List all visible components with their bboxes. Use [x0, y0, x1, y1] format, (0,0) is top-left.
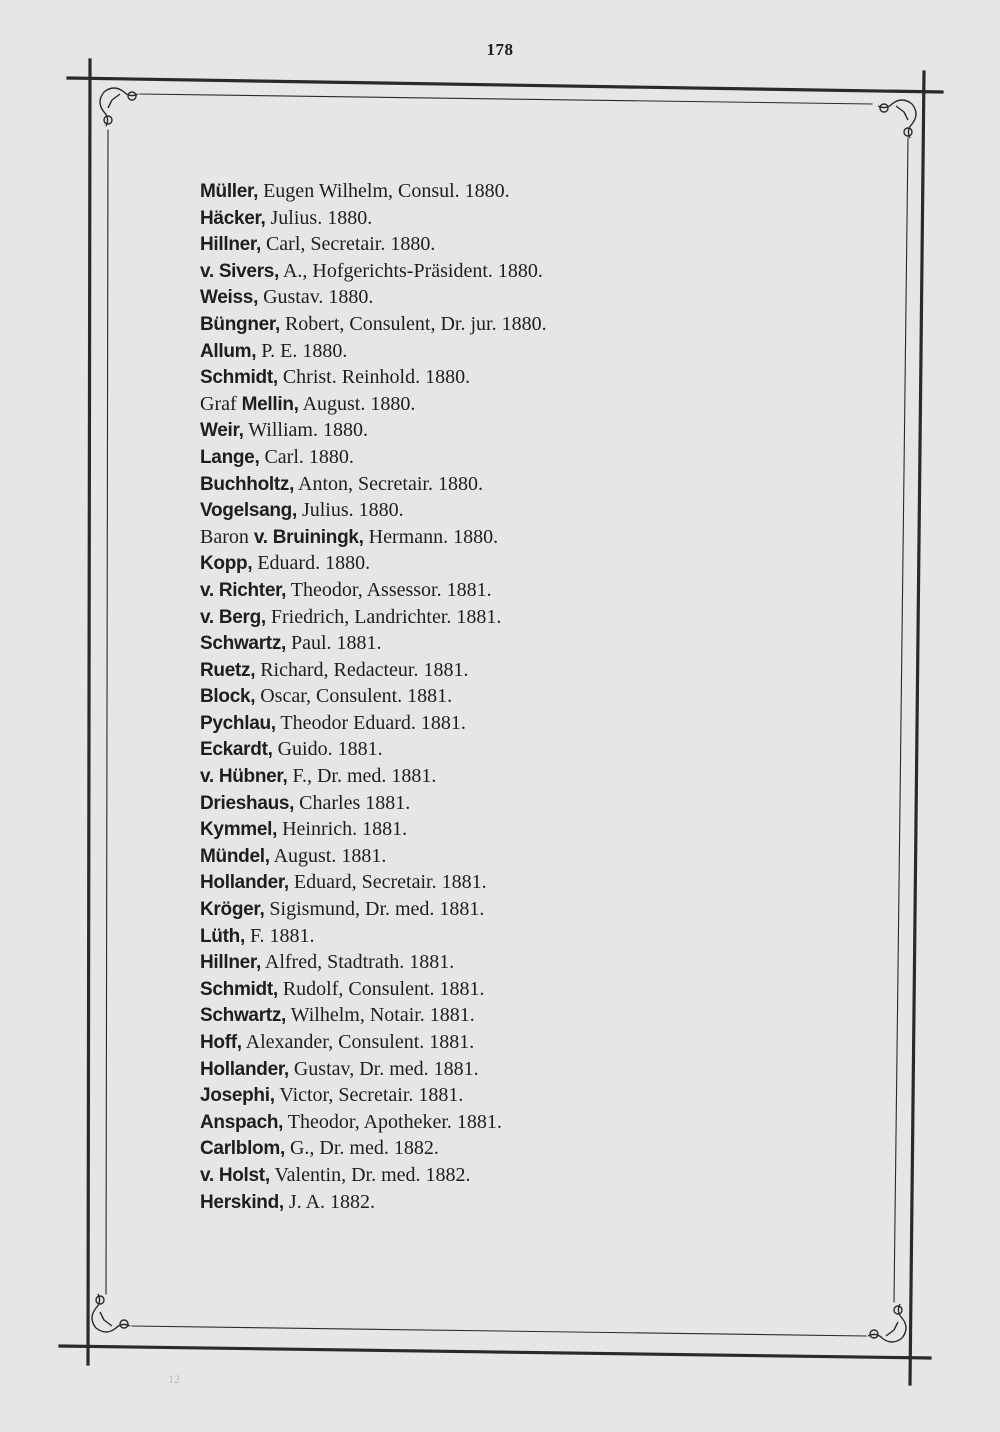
list-item [200, 364, 840, 391]
entry-surname: Mündel, [200, 845, 270, 867]
entry-details: August. 1881. [273, 844, 387, 867]
entry-surname: Carlblom, [200, 1138, 285, 1160]
entry-details: A., Hofgerichts-Präsident. 1880. [282, 259, 543, 282]
corner-ornament-bottom-right [868, 1304, 906, 1342]
entry-details: Wilhelm, Notair. 1881. [290, 1004, 475, 1027]
corner-ornament-bottom-left [92, 1294, 130, 1332]
entry-details: G., Dr. med. 1882. [289, 1137, 439, 1160]
entry-details: Theodor, Assessor. 1881. [290, 578, 492, 601]
entry-surname: Weiss, [200, 287, 259, 309]
entry-title-prefix: Graf [200, 392, 242, 415]
page-number: 178 [486, 40, 514, 59]
list-item [200, 205, 840, 232]
list-item [200, 497, 840, 524]
entry-details: Charles 1881. [299, 791, 411, 814]
entry-surname: Eckardt, [200, 739, 273, 761]
entry-surname: v. Richter, [200, 579, 287, 601]
entry-details: Guido. 1881. [277, 738, 383, 761]
corner-ornament-top-right [878, 100, 916, 138]
list-item [200, 736, 840, 763]
list-item [200, 976, 840, 1003]
list-item [200, 1109, 840, 1136]
list-item [200, 524, 840, 551]
corner-ornament-top-left [100, 88, 138, 126]
entry-surname: Schmidt, [200, 367, 278, 389]
entry-details: Eduard, Secretair. 1881. [293, 871, 487, 894]
entry-surname: Hillner, [200, 234, 261, 256]
list-item [200, 231, 840, 258]
list-item [200, 790, 840, 817]
list-item [200, 471, 840, 498]
entry-surname: Ruetz, [200, 659, 256, 681]
list-item [200, 683, 840, 710]
entry-surname: Schwartz, [200, 633, 286, 655]
list-item [200, 763, 840, 790]
entry-details: Alexander, Consulent. 1881. [245, 1031, 475, 1053]
entry-surname: Lange, [200, 446, 260, 468]
entry-surname: Lüth, [200, 925, 245, 947]
list-item [200, 923, 840, 950]
list-item [200, 949, 840, 976]
entry-surname: Drieshaus, [200, 792, 295, 814]
entry-details: Eduard. 1880. [257, 552, 371, 575]
entry-surname: Hollander, [200, 872, 289, 894]
list-item [200, 896, 840, 923]
entry-surname: v. Hübner, [200, 766, 288, 788]
entry-surname: Block, [200, 686, 256, 708]
entry-details: Friedrich, Landrichter. 1881. [270, 605, 502, 628]
list-item [200, 843, 840, 870]
entry-surname: Kopp, [200, 553, 253, 575]
entry-surname: Pychlau, [200, 712, 276, 734]
list-item [200, 417, 840, 444]
entry-details: Theodor Eduard. 1881. [280, 711, 466, 734]
entry-surname: Weir, [200, 420, 244, 442]
list-item [200, 1056, 840, 1083]
entry-surname: v. Sivers, [200, 260, 280, 282]
list-item [200, 1029, 840, 1056]
entry-details: Eugen Wilhelm, Consul. 1880. [263, 180, 510, 202]
entry-details: William. 1880. [248, 419, 368, 442]
entry-details: Gustav, Dr. med. 1881. [293, 1057, 479, 1080]
entry-surname: Kymmel, [200, 819, 278, 841]
entry-surname: Hoff, [200, 1032, 242, 1053]
list-item [200, 1189, 840, 1216]
entry-details: Theodor, Apotheker. 1881. [287, 1110, 502, 1133]
entry-surname: Allum, [200, 340, 257, 362]
list-item [200, 577, 840, 604]
entry-surname: Schwartz, [200, 1005, 286, 1027]
entry-surname: Anspach, [200, 1111, 284, 1133]
entry-surname: Kröger, [200, 899, 265, 921]
entry-surname: Hillner, [200, 952, 261, 974]
list-item [200, 1135, 840, 1162]
list-item [200, 630, 840, 657]
entry-details: Hermann. 1880. [368, 525, 499, 548]
entry-details: Valentin, Dr. med. 1882. [274, 1163, 471, 1186]
list-item [200, 550, 840, 577]
list-item [200, 284, 840, 311]
entry-details: Robert, Consulent, Dr. jur. 1880. [284, 312, 547, 335]
member-list [200, 178, 840, 1215]
entry-surname: Josephi, [200, 1085, 275, 1107]
entry-details: Alfred, Stadtrath. 1881. [264, 951, 455, 974]
entry-details: Anton, Secretair. 1880. [298, 472, 483, 495]
entry-details: Heinrich. 1881. [282, 818, 408, 841]
entry-details: Rudolf, Consulent. 1881. [282, 977, 485, 1000]
list-item [200, 178, 840, 205]
list-item [200, 1082, 840, 1109]
entry-surname: v. Holst, [200, 1164, 270, 1186]
entry-details: Richard, Redacteur. 1881. [260, 658, 469, 681]
bottom-mark: 12 [168, 1372, 180, 1386]
entry-details: Paul. 1881. [291, 632, 382, 655]
entry-details: F. 1881. [249, 924, 315, 947]
entry-details: Carl, Secretair. 1880. [265, 233, 436, 256]
entry-details: Christ. Reinhold. 1880. [282, 366, 471, 389]
entry-details: Carl. 1880. [264, 445, 354, 468]
list-item [200, 1162, 840, 1189]
entry-surname: Müller, [200, 181, 259, 202]
list-item [200, 391, 840, 418]
entry-surname: Schmidt, [200, 978, 278, 1000]
entry-details: F., Dr. med. 1881. [292, 765, 437, 788]
entry-surname: Buchholtz, [200, 473, 295, 495]
entry-details: Sigismund, Dr. med. 1881. [269, 898, 485, 921]
list-item [200, 1002, 840, 1029]
entry-title-prefix: Baron [200, 525, 254, 548]
entry-details: Gustav. 1880. [263, 286, 374, 309]
list-item [200, 444, 840, 471]
list-item [200, 869, 840, 896]
entry-details: P. E. 1880. [261, 339, 348, 362]
list-item [200, 710, 840, 737]
entry-surname: v. Bruiningk, [253, 526, 364, 548]
entry-surname: Vogelsang, [200, 500, 297, 522]
entry-surname: Mellin, [241, 393, 299, 415]
entry-surname: Büngner, [200, 313, 280, 335]
list-item [200, 258, 840, 285]
entry-surname: v. Berg, [200, 606, 266, 628]
entry-details: Oscar, Consulent. 1881. [260, 685, 453, 708]
list-item [200, 657, 840, 684]
entry-surname: Hollander, [200, 1058, 289, 1080]
entry-details: August. 1880. [302, 392, 416, 415]
list-item [200, 311, 840, 338]
entry-details: J. A. 1882. [288, 1190, 376, 1213]
list-item [200, 338, 840, 365]
entry-surname: Herskind, [200, 1191, 284, 1213]
list-item [200, 604, 840, 631]
entry-details: Victor, Secretair. 1881. [279, 1084, 464, 1107]
entry-surname: Häcker, [200, 207, 266, 229]
list-item [200, 816, 840, 843]
entry-details: Julius. 1880. [301, 499, 404, 522]
entry-details: Julius. 1880. [270, 206, 373, 229]
